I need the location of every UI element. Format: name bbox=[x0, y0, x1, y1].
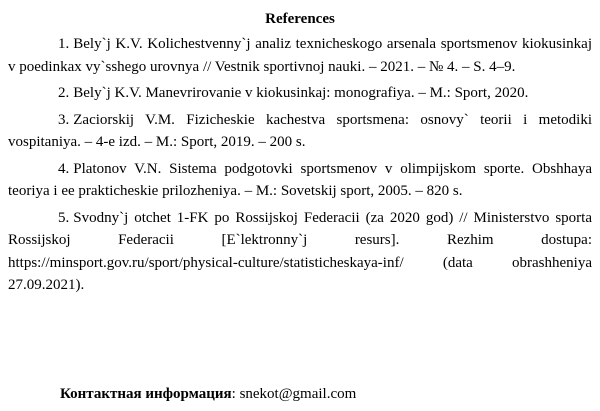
reference-number: 1. bbox=[58, 36, 70, 52]
reference-item-3 bbox=[8, 109, 592, 154]
contact-label: Контактная информация bbox=[60, 386, 232, 402]
reference-text: Bely`j K.V. Manevrirovanie v kiokusinkaj: monografiya. – M.: Sport, 2020. bbox=[73, 85, 529, 101]
reference-number: 5. bbox=[58, 209, 70, 226]
reference-item-5 bbox=[8, 207, 592, 297]
reference-text: Zaciorskij V.M. Fizicheskie kachestva sportsmena: osnovy` teorii i metodiki vospitaniya. – 4-e izd. – M.: Sport, 2019. – 200 s. bbox=[8, 111, 592, 150]
reference-number: 3. bbox=[58, 111, 70, 128]
reference-text: Bely`j K.V. Kolichestvenny`j analiz texnicheskogo arsenala sportsmenov kiokusinkaj v poedinkax vy`sshego urovnya // Vestnik sportivnoj nauki. – 2021. – № 4. – S. 4–9. bbox=[8, 36, 592, 75]
reference-text: Platonov V.N. Sistema podgotovki sportsmenov v olimpijskom sporte. Obshhaya teoriya i ee prakticheskie prilozheniya. – M.: Sovetskij sport, 2005. – 820 s. bbox=[8, 160, 592, 199]
reference-number: 2. bbox=[58, 85, 70, 101]
references-heading: References bbox=[265, 11, 335, 27]
reference-number: 4. bbox=[58, 160, 70, 177]
reference-item-2 bbox=[8, 82, 592, 105]
contact-separator: : bbox=[231, 386, 240, 402]
reference-text: Svodny`j otchet 1-FK po Rossijskoj Federacii (za 2020 god) // Ministerstvo sporta Rossijskoj Federacii [E`lektronny`j resurs]. Rezhim dostupa: https://minsport.gov.ru/sport/physical-culture/statisticheskaya-inf/ (data obrashheniya 27.09.2021). bbox=[8, 209, 592, 293]
contact-email: snekot@gmail.com bbox=[239, 386, 357, 402]
reference-item-1 bbox=[8, 33, 592, 78]
reference-item-4 bbox=[8, 158, 592, 203]
references-list bbox=[8, 33, 592, 297]
contact-info bbox=[60, 384, 356, 404]
